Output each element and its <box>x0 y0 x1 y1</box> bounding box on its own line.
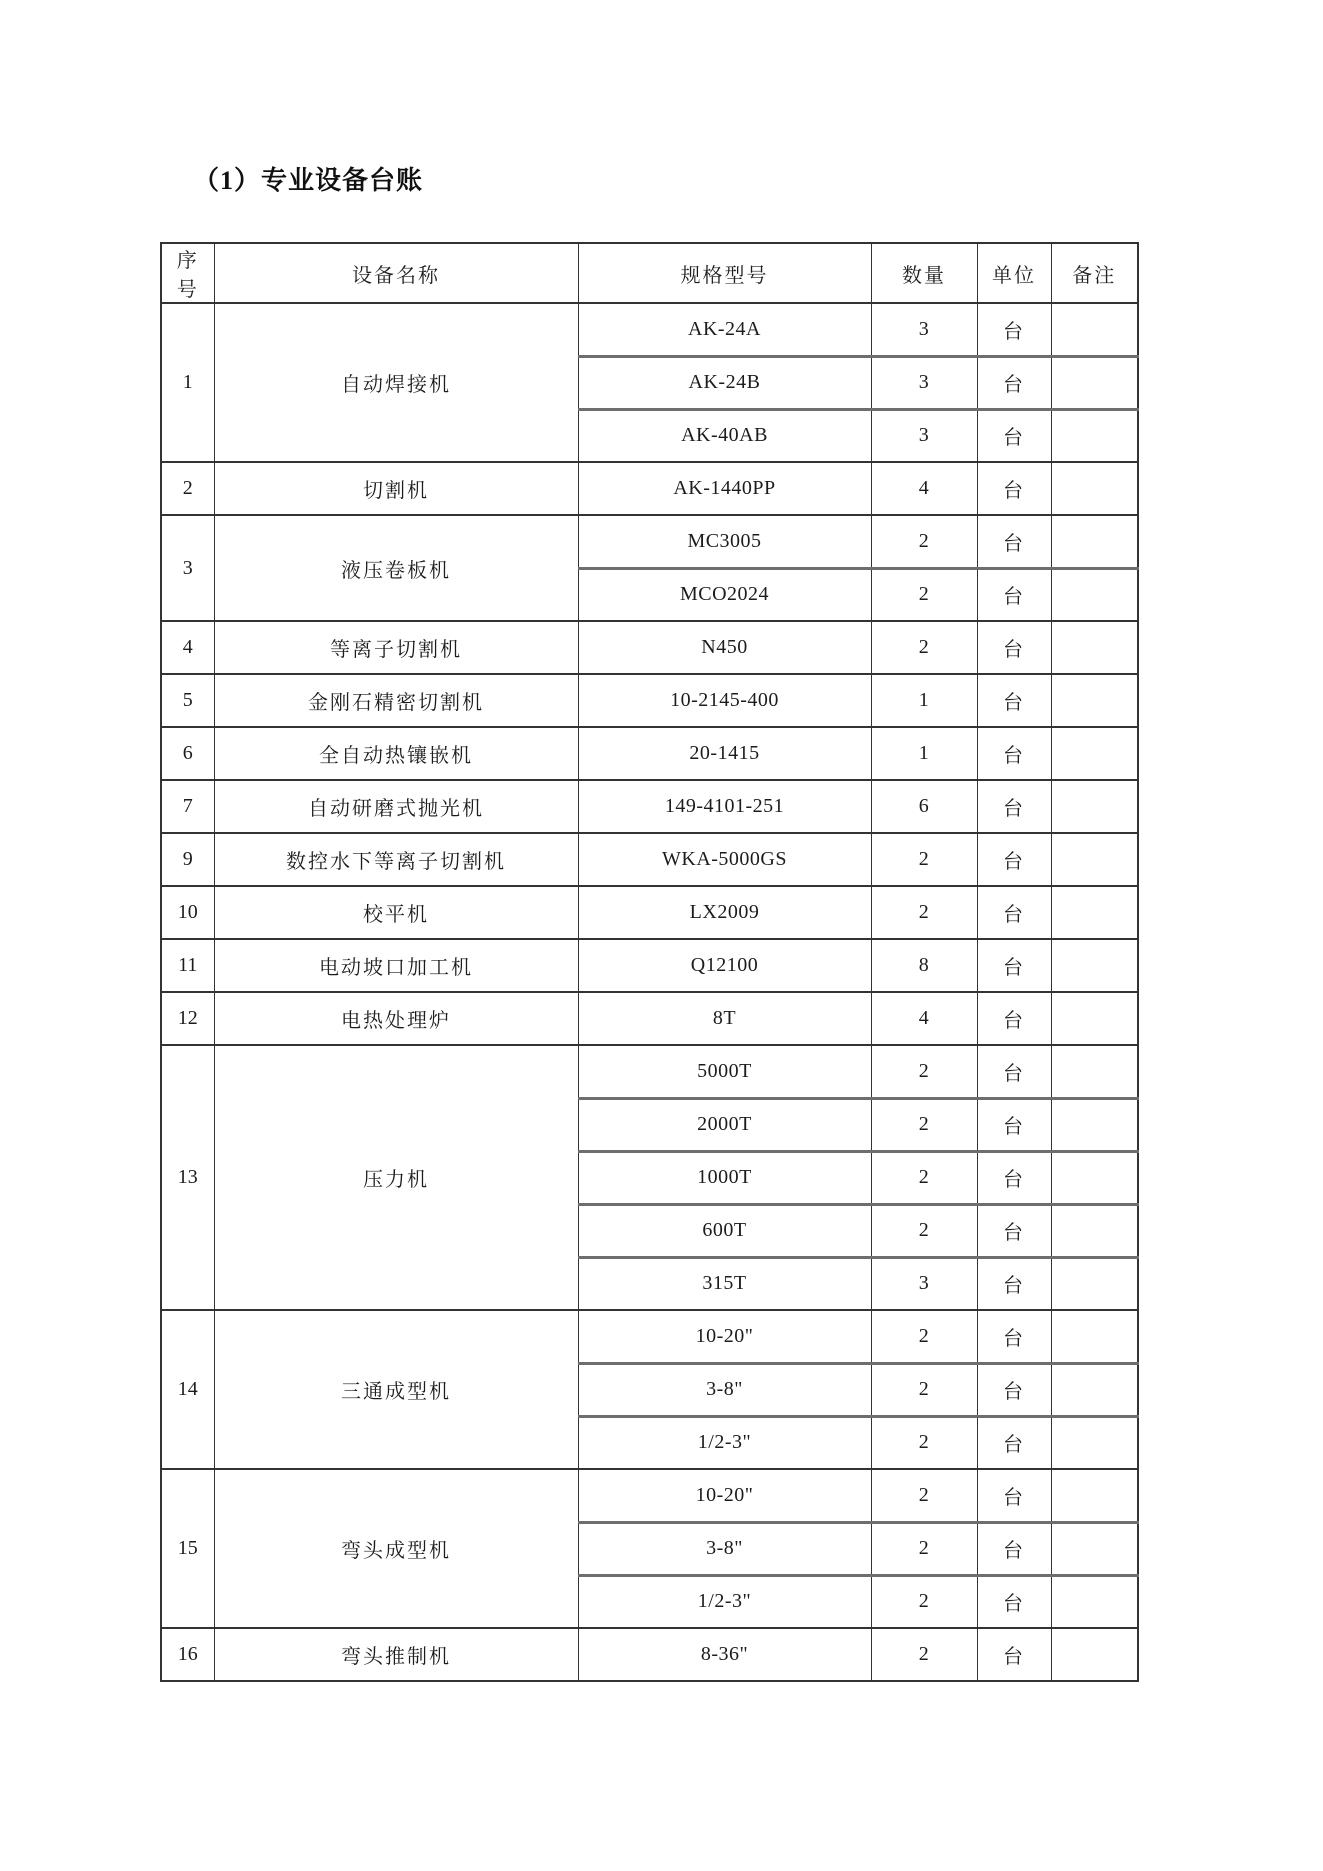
qty-cell: 2 <box>871 1045 977 1098</box>
unit-cell: 台 <box>977 780 1051 833</box>
equipment-name-cell: 电动坡口加工机 <box>214 939 578 992</box>
note-cell <box>1051 780 1138 833</box>
model-cell: MC3005 <box>578 515 871 568</box>
model-cell: 20-1415 <box>578 727 871 780</box>
qty-cell: 3 <box>871 1257 977 1310</box>
qty-cell: 2 <box>871 833 977 886</box>
note-cell <box>1051 356 1138 409</box>
qty-cell: 1 <box>871 674 977 727</box>
equipment-ledger-table <box>160 242 1139 1682</box>
equipment-name-cell: 切割机 <box>214 462 578 515</box>
section-title: （1）专业设备台账 <box>193 166 424 195</box>
model-cell: 5000T <box>578 1045 871 1098</box>
model-cell: Q12100 <box>578 939 871 992</box>
model-cell: 10-20" <box>578 1469 871 1522</box>
model-cell: 3-8" <box>578 1363 871 1416</box>
note-cell <box>1051 1310 1138 1363</box>
row-number-cell: 6 <box>161 727 214 780</box>
model-cell: AK-24A <box>578 303 871 356</box>
note-cell <box>1051 1469 1138 1522</box>
table-row <box>161 939 1138 992</box>
note-cell <box>1051 621 1138 674</box>
unit-cell: 台 <box>977 1628 1051 1681</box>
unit-cell: 台 <box>977 1522 1051 1575</box>
note-cell <box>1051 1416 1138 1469</box>
table-row <box>161 780 1138 833</box>
model-cell: 10-20" <box>578 1310 871 1363</box>
table-row <box>161 1310 1138 1363</box>
qty-cell: 2 <box>871 1204 977 1257</box>
equipment-name-cell: 等离子切割机 <box>214 621 578 674</box>
unit-cell: 台 <box>977 1257 1051 1310</box>
note-cell <box>1051 568 1138 621</box>
column-header-2: 规格型号 <box>578 243 871 303</box>
note-cell <box>1051 886 1138 939</box>
column-header-5: 备注 <box>1051 243 1138 303</box>
model-cell: 149-4101-251 <box>578 780 871 833</box>
table-row <box>161 1469 1138 1522</box>
qty-cell: 2 <box>871 1098 977 1151</box>
table-row <box>161 727 1138 780</box>
unit-cell: 台 <box>977 886 1051 939</box>
row-number-cell: 14 <box>161 1310 214 1469</box>
unit-cell: 台 <box>977 409 1051 462</box>
table-row <box>161 1045 1138 1098</box>
note-cell <box>1051 462 1138 515</box>
equipment-name-cell: 液压卷板机 <box>214 515 578 621</box>
equipment-name-cell: 电热处理炉 <box>214 992 578 1045</box>
model-cell: 8-36" <box>578 1628 871 1681</box>
model-cell: 2000T <box>578 1098 871 1151</box>
equipment-name-cell: 全自动热镶嵌机 <box>214 727 578 780</box>
note-cell <box>1051 674 1138 727</box>
qty-cell: 3 <box>871 356 977 409</box>
note-cell <box>1051 992 1138 1045</box>
table-header <box>161 243 1138 303</box>
unit-cell: 台 <box>977 833 1051 886</box>
row-number-cell: 9 <box>161 833 214 886</box>
qty-cell: 2 <box>871 1416 977 1469</box>
qty-cell: 2 <box>871 621 977 674</box>
note-cell <box>1051 1628 1138 1681</box>
equipment-name-cell: 自动研磨式抛光机 <box>214 780 578 833</box>
qty-cell: 3 <box>871 409 977 462</box>
table-row <box>161 621 1138 674</box>
unit-cell: 台 <box>977 356 1051 409</box>
note-cell <box>1051 1151 1138 1204</box>
row-number-cell: 10 <box>161 886 214 939</box>
model-cell: 600T <box>578 1204 871 1257</box>
note-cell <box>1051 833 1138 886</box>
row-number-cell: 5 <box>161 674 214 727</box>
table-row <box>161 515 1138 568</box>
qty-cell: 2 <box>871 568 977 621</box>
column-header-3: 数量 <box>871 243 977 303</box>
table-row <box>161 1628 1138 1681</box>
qty-cell: 4 <box>871 992 977 1045</box>
unit-cell: 台 <box>977 1469 1051 1522</box>
model-cell: 1000T <box>578 1151 871 1204</box>
note-cell <box>1051 1045 1138 1098</box>
unit-cell: 台 <box>977 621 1051 674</box>
row-number-cell: 13 <box>161 1045 214 1310</box>
unit-cell: 台 <box>977 303 1051 356</box>
model-cell: AK-40AB <box>578 409 871 462</box>
table-row <box>161 886 1138 939</box>
note-cell <box>1051 1257 1138 1310</box>
unit-cell: 台 <box>977 1098 1051 1151</box>
unit-cell: 台 <box>977 939 1051 992</box>
unit-cell: 台 <box>977 1416 1051 1469</box>
equipment-name-cell: 自动焊接机 <box>214 303 578 462</box>
equipment-name-cell: 数控水下等离子切割机 <box>214 833 578 886</box>
table-row <box>161 833 1138 886</box>
unit-cell: 台 <box>977 1045 1051 1098</box>
model-cell: LX2009 <box>578 886 871 939</box>
model-cell: 3-8" <box>578 1522 871 1575</box>
model-cell: 8T <box>578 992 871 1045</box>
qty-cell: 4 <box>871 462 977 515</box>
table-row <box>161 462 1138 515</box>
table-row <box>161 674 1138 727</box>
row-number-cell: 7 <box>161 780 214 833</box>
unit-cell: 台 <box>977 1151 1051 1204</box>
row-number-cell: 15 <box>161 1469 214 1628</box>
unit-cell: 台 <box>977 515 1051 568</box>
header-row <box>161 243 1138 303</box>
row-number-cell: 16 <box>161 1628 214 1681</box>
equipment-name-cell: 金刚石精密切割机 <box>214 674 578 727</box>
equipment-name-cell: 弯头成型机 <box>214 1469 578 1628</box>
model-cell: 1/2-3" <box>578 1416 871 1469</box>
unit-cell: 台 <box>977 992 1051 1045</box>
model-cell: 10-2145-400 <box>578 674 871 727</box>
row-number-cell: 1 <box>161 303 214 462</box>
row-number-cell: 2 <box>161 462 214 515</box>
qty-cell: 2 <box>871 1628 977 1681</box>
qty-cell: 2 <box>871 1522 977 1575</box>
row-number-cell: 11 <box>161 939 214 992</box>
unit-cell: 台 <box>977 1575 1051 1628</box>
model-cell: 1/2-3" <box>578 1575 871 1628</box>
column-header-1: 设备名称 <box>214 243 578 303</box>
qty-cell: 2 <box>871 886 977 939</box>
note-cell <box>1051 1363 1138 1416</box>
equipment-name-cell: 压力机 <box>214 1045 578 1310</box>
note-cell <box>1051 1204 1138 1257</box>
note-cell <box>1051 409 1138 462</box>
model-cell: MCO2024 <box>578 568 871 621</box>
equipment-name-cell: 三通成型机 <box>214 1310 578 1469</box>
qty-cell: 2 <box>871 1151 977 1204</box>
unit-cell: 台 <box>977 1310 1051 1363</box>
unit-cell: 台 <box>977 1363 1051 1416</box>
model-cell: N450 <box>578 621 871 674</box>
table-row <box>161 992 1138 1045</box>
note-cell <box>1051 727 1138 780</box>
qty-cell: 2 <box>871 1363 977 1416</box>
row-number-cell: 3 <box>161 515 214 621</box>
table-body <box>161 303 1138 1681</box>
column-header-0: 序号 <box>161 243 214 303</box>
qty-cell: 1 <box>871 727 977 780</box>
unit-cell: 台 <box>977 568 1051 621</box>
note-cell <box>1051 939 1138 992</box>
note-cell <box>1051 1098 1138 1151</box>
note-cell <box>1051 303 1138 356</box>
column-header-4: 单位 <box>977 243 1051 303</box>
note-cell <box>1051 1575 1138 1628</box>
row-number-cell: 12 <box>161 992 214 1045</box>
unit-cell: 台 <box>977 1204 1051 1257</box>
row-number-cell: 4 <box>161 621 214 674</box>
qty-cell: 2 <box>871 1575 977 1628</box>
unit-cell: 台 <box>977 727 1051 780</box>
qty-cell: 8 <box>871 939 977 992</box>
equipment-name-cell: 弯头推制机 <box>214 1628 578 1681</box>
unit-cell: 台 <box>977 462 1051 515</box>
unit-cell: 台 <box>977 674 1051 727</box>
model-cell: AK-24B <box>578 356 871 409</box>
model-cell: WKA-5000GS <box>578 833 871 886</box>
qty-cell: 6 <box>871 780 977 833</box>
model-cell: AK-1440PP <box>578 462 871 515</box>
note-cell <box>1051 515 1138 568</box>
qty-cell: 2 <box>871 1469 977 1522</box>
note-cell <box>1051 1522 1138 1575</box>
table-row <box>161 303 1138 356</box>
qty-cell: 2 <box>871 1310 977 1363</box>
equipment-name-cell: 校平机 <box>214 886 578 939</box>
qty-cell: 3 <box>871 303 977 356</box>
model-cell: 315T <box>578 1257 871 1310</box>
qty-cell: 2 <box>871 515 977 568</box>
